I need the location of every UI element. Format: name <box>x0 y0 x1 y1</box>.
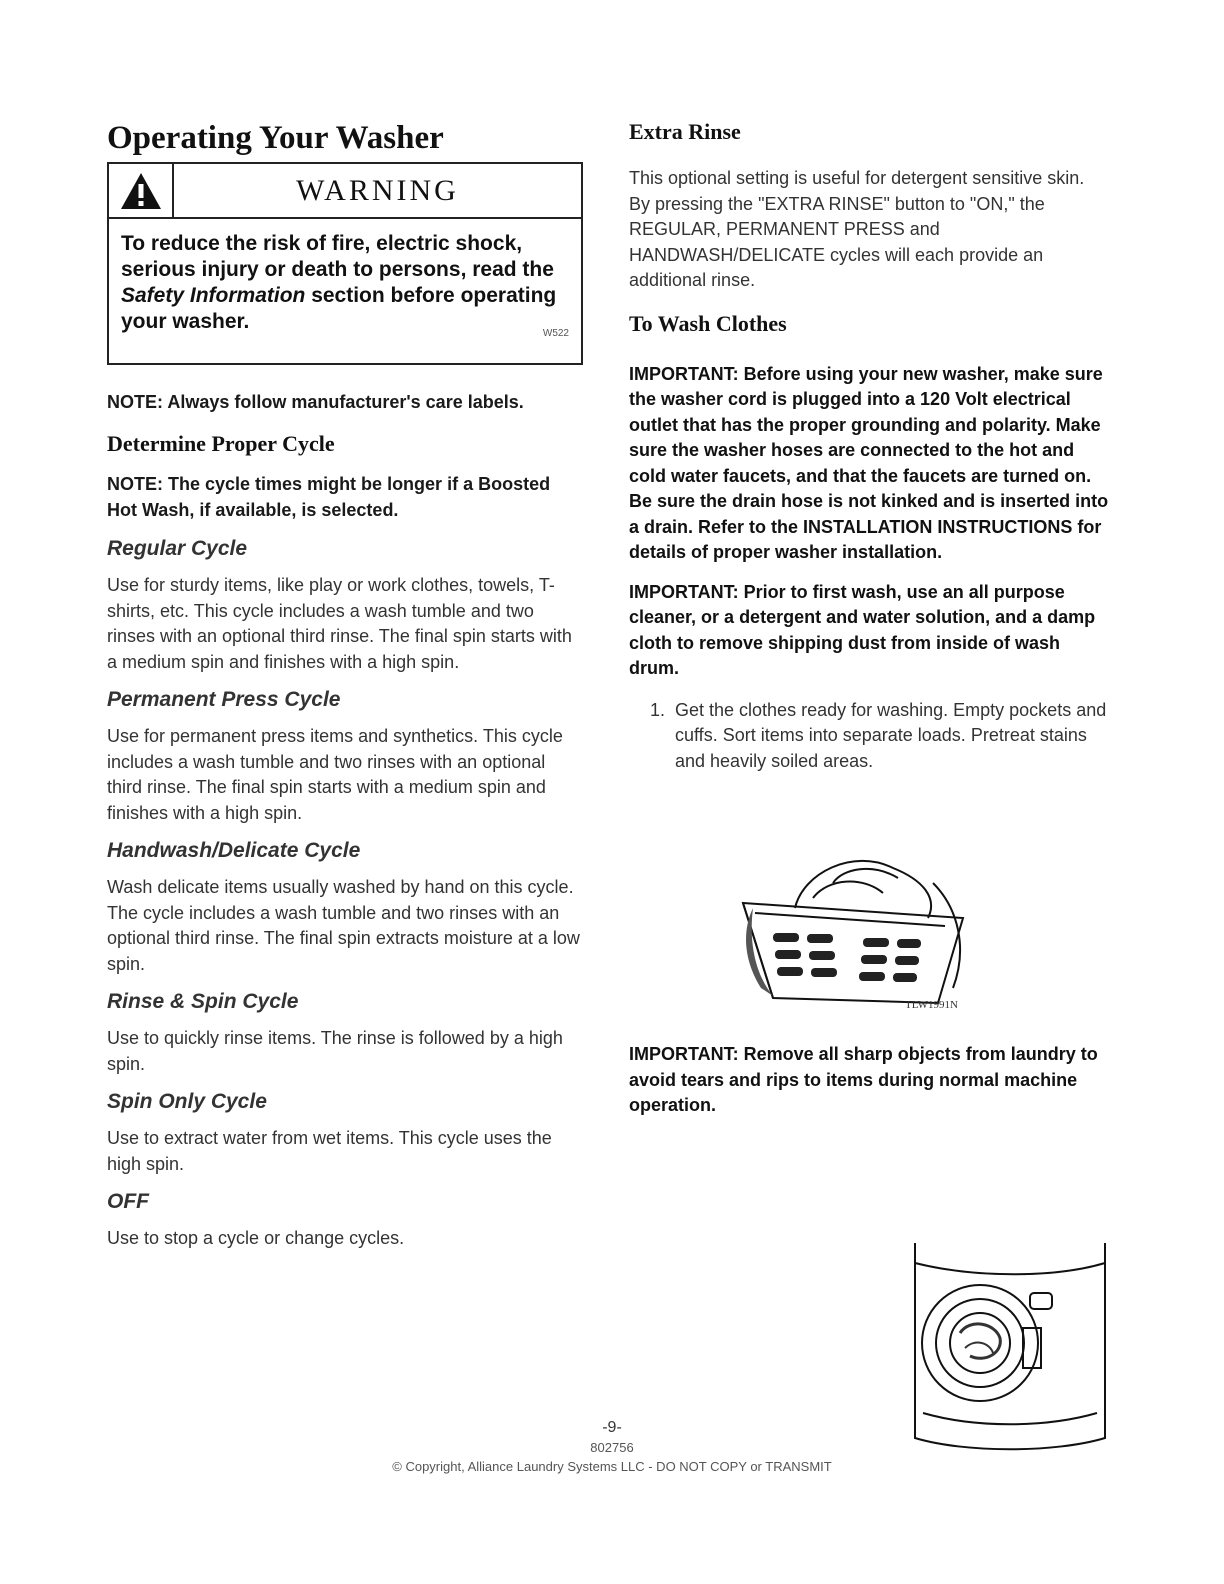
cycle-description: Use to stop a cycle or change cycles. <box>107 1228 405 1248</box>
step-item <box>629 698 1109 775</box>
document-number: 802756 <box>590 1440 634 1455</box>
important-sharp-objects: IMPORTANT: Remove all sharp objects from laundry to avoid tears and rips to items during normal machine operation. <box>629 1044 1098 1115</box>
cycle-heading: Rinse & Spin Cycle <box>107 990 299 1013</box>
warning-box <box>107 162 583 365</box>
note-care-labels: NOTE: Always follow manufacturer's care labels. <box>107 392 524 412</box>
step-text: Get the clothes ready for washing. Empty pockets and cuffs. Sort items into separate loads. Pretreat stains and heavily soiled areas. <box>675 699 1107 771</box>
page-title: Operating Your Washer <box>107 120 444 156</box>
warning-label: WARNING <box>296 174 459 207</box>
note-cycle-times: NOTE: The cycle times might be longer if a Boosted Hot Wash, if available, is selected. <box>107 474 551 520</box>
cycle-heading: Spin Only Cycle <box>107 1090 267 1113</box>
laundry-basket-illustration <box>733 838 973 1023</box>
warning-icon-cell <box>109 164 174 217</box>
important-first-wash: IMPORTANT: Prior to first wash, use an all purpose cleaner, or a detergent and water solution, and a damp cloth to remove shipping dust from inside of wash drum. <box>629 581 1096 678</box>
cycle-heading: Handwash/Delicate Cycle <box>107 839 361 862</box>
cycle-description: Use for sturdy items, like play or work clothes, towels, T-shirts, etc. This cycle includes a wash tumble and two rinses with an optional third rinse. The final spin starts with a medium spin and finishes with a high spin. <box>107 575 572 672</box>
extra-rinse-heading: Extra Rinse <box>629 119 741 144</box>
warning-text-part1: To reduce the risk of fire, electric shock, serious injury or death to persons, read the <box>121 232 554 281</box>
warning-triangle-icon <box>119 171 163 211</box>
cycle-description: Wash delicate items usually washed by hand on this cycle. The cycle includes a wash tumble and two rinses with an optional third rinse. The final spin extracts moisture at a low spin. <box>107 877 580 974</box>
page-footer <box>0 1418 1224 1476</box>
warning-header <box>109 164 581 219</box>
cycle-heading: Regular Cycle <box>107 537 248 560</box>
copyright-notice: © Copyright, Alliance Laundry Systems LLC - DO NOT COPY or TRANSMIT <box>392 1459 832 1474</box>
cycle-description: Use to extract water from wet items. This cycle uses the high spin. <box>107 1128 552 1174</box>
wash-clothes-heading: To Wash Clothes <box>629 310 787 336</box>
warning-code: W522 <box>542 328 569 339</box>
warning-text-part2: section before operating your washer. <box>121 284 557 333</box>
extra-rinse-text: This optional setting is useful for detergent sensitive skin. By pressing the "EXTRA RINSE" button to "ON," the REGULAR, PERMANENT PRESS and HANDWASH/DELICATE cycles will each provide an additional rinse. <box>629 168 1085 290</box>
page-number: -9- <box>602 1419 622 1436</box>
warning-text <box>109 219 581 363</box>
cycle-description: Use to quickly rinse items. The rinse is followed by a high spin. <box>107 1028 563 1074</box>
cycle-heading: Permanent Press Cycle <box>107 688 341 711</box>
left-column <box>107 110 585 1252</box>
important-installation: IMPORTANT: Before using your new washer, make sure the washer cord is plugged into a 120 Volt electrical outlet that has the proper grounding and polarity. Make sure the washer hoses are connected to the hot and cold water faucets, and that the faucets are turned on. Be sure the drain hose is not kinked and is inserted into a drain. Refer to the INSTALLATION INSTRUCTIONS for details of proper washer installation. <box>629 363 1109 562</box>
cycle-heading: OFF <box>107 1190 149 1213</box>
cycle-description: Use for permanent press items and synthetics. This cycle includes a wash tumble and two rinses with an optional third rinse. The final spin starts with a medium spin and finishes with a high spin. <box>107 726 563 823</box>
determine-cycle-heading: Determine Proper Cycle <box>107 431 335 456</box>
warning-text-emphasis: Safety Information <box>121 284 306 307</box>
step-number: 1. <box>649 699 665 720</box>
basket-figure-code: TLW1991N <box>905 999 958 1011</box>
